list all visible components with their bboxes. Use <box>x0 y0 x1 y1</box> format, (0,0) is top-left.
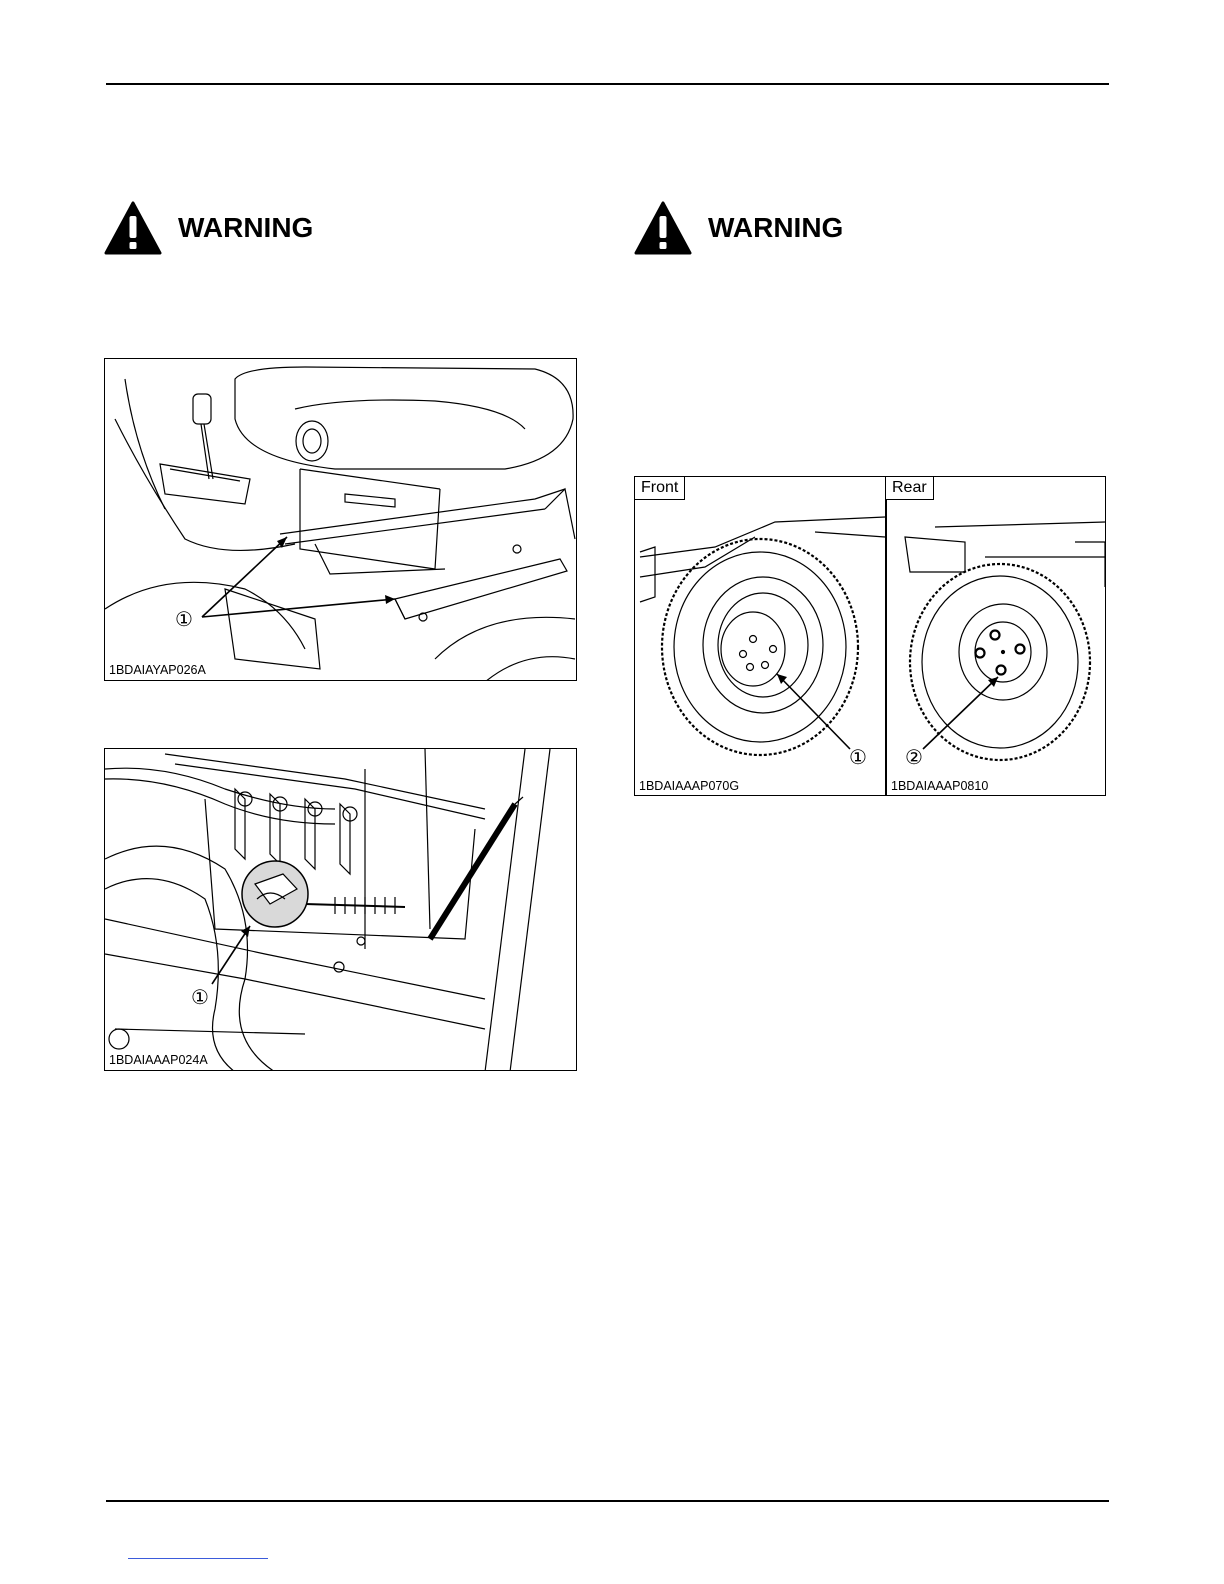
figure-engine-illustration <box>104 748 577 1071</box>
warning-label: WARNING <box>178 212 314 243</box>
callout-1: ① <box>849 745 867 769</box>
figure-seat-illustration <box>104 358 577 681</box>
footer-rule <box>106 1500 1109 1502</box>
figure-wheels-illustration <box>634 476 1106 796</box>
rear-figure-code: 1BDAIAAAP0810 <box>891 779 989 793</box>
footer-link-underline[interactable] <box>128 1558 268 1559</box>
warning-triangle-icon <box>634 201 692 255</box>
left-warning-heading <box>104 198 313 258</box>
header-rule <box>106 83 1109 85</box>
warning-label: WARNING <box>708 212 844 243</box>
right-warning-heading <box>634 198 843 258</box>
figure-code: 1BDAIAAAP024A <box>109 1053 208 1067</box>
seat-line-drawing <box>105 359 577 681</box>
front-panel-label: Front <box>635 477 685 500</box>
wheels-line-drawing <box>635 477 1106 796</box>
warning-triangle-icon <box>104 201 162 255</box>
figure-code: 1BDAIAYAP026A <box>109 663 206 677</box>
callout-2: ② <box>905 745 923 769</box>
front-figure-code: 1BDAIAAAP070G <box>639 779 740 793</box>
callout-1: ① <box>191 985 209 1009</box>
callout-1: ① <box>175 607 193 631</box>
engine-line-drawing <box>105 749 577 1071</box>
rear-panel-label: Rear <box>886 477 934 500</box>
